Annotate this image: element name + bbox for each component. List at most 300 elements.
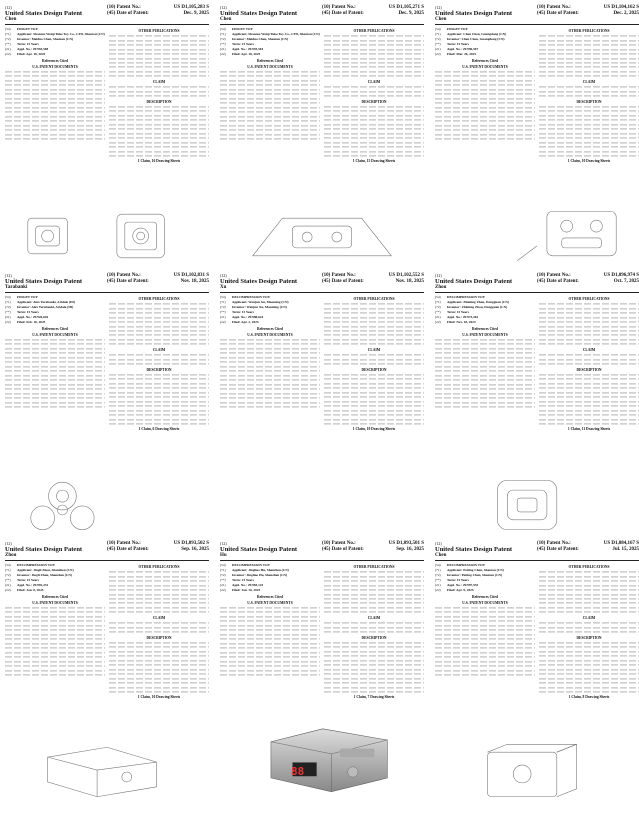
field-label: Term: 15 Years <box>232 578 254 583</box>
field-code: (54) <box>220 27 226 31</box>
claims-summary: 1 Claim, 7 Drawing Sheets <box>353 694 395 699</box>
biblio-field <box>220 305 320 309</box>
biblio-field <box>5 52 105 56</box>
field-code: (54) <box>5 295 11 299</box>
field-label: Filed: Jan. 10, 2025 <box>232 588 261 593</box>
field-label: Appl. No.: 29/993,508 <box>17 47 49 52</box>
biblio-field <box>5 310 105 314</box>
right-column <box>109 295 209 431</box>
field-code: (22) <box>435 320 441 325</box>
field-label: Applicant: Shantou Weiqi Tuke Toy Co., LTD, Shantou (CN) <box>232 32 320 37</box>
field-label: Term: 15 Years <box>447 578 469 583</box>
biblio-field <box>435 583 535 587</box>
biblio-field <box>220 563 320 567</box>
document-type-code: (12) <box>5 273 12 278</box>
document-title: United States Design Patent <box>5 546 83 553</box>
patent-date-row <box>322 11 424 17</box>
field-code: (72) <box>220 305 226 310</box>
claims-summary: 1 Claim, 10 Drawing Sheets <box>352 426 396 431</box>
biblio-field <box>5 295 105 299</box>
toy-drawing <box>8 205 206 267</box>
biblio-field <box>220 295 320 299</box>
drawing-area <box>8 741 206 803</box>
field-code: (21) <box>5 47 11 52</box>
biblio-field <box>435 295 535 299</box>
field-code: (21) <box>5 583 11 588</box>
field-label: Filed: Apr. 18, 2025 <box>232 52 261 57</box>
field-label: Inventor: Zhiming Zhou, Dongguan (CN) <box>447 305 508 310</box>
patent-date-label: (45) Date of Patent: <box>107 11 149 16</box>
text-lines <box>109 105 209 158</box>
biblio-field <box>5 573 105 577</box>
biblio-field <box>435 32 535 36</box>
drawing-area <box>223 205 421 267</box>
patent-number-label: (10) Patent No.: <box>322 5 356 10</box>
text-lines <box>539 85 639 98</box>
document-type-code: (12) <box>220 273 227 278</box>
biblio-field <box>220 583 320 587</box>
us-docs-heading: U.S. PATENT DOCUMENTS <box>462 64 508 69</box>
field-label: Applicant: Chen Chen, Guangdong (CN) <box>447 32 507 37</box>
us-docs-heading: U.S. PATENT DOCUMENTS <box>462 332 508 337</box>
field-code: (**) <box>435 42 441 47</box>
field-label: Term: 15 Years <box>17 42 39 47</box>
biblio-field <box>435 310 535 314</box>
field-label: Inventor: Jingliao Hu, Shenzhen (CN) <box>232 573 288 578</box>
description-heading: DESCRIPTION <box>146 367 172 372</box>
text-lines <box>324 85 424 98</box>
inventor-name: Tarabanki <box>5 285 28 290</box>
patent-card <box>218 3 426 271</box>
field-code: (21) <box>435 583 441 588</box>
biblio-field <box>435 568 535 572</box>
field-label: Inventor: Meiduo Chen, Shantou (CN) <box>232 37 289 42</box>
field-label: DECOMPRESSION TOY <box>447 563 486 567</box>
document-title: United States Design Patent <box>435 278 513 285</box>
biblio-field <box>220 300 320 304</box>
us-docs-heading: U.S. PATENT DOCUMENTS <box>462 600 508 605</box>
text-lines <box>220 606 320 677</box>
field-label: Applicant: Alex Tarabanki, Aridale (ID) <box>17 300 75 305</box>
patent-number-label: (10) Patent No.: <box>537 5 571 10</box>
right-column <box>539 563 639 699</box>
field-code: (54) <box>435 295 441 299</box>
field-code: (54) <box>220 295 226 299</box>
document-title: United States Design Patent <box>5 10 83 17</box>
us-docs-heading: U.S. PATENT DOCUMENTS <box>247 64 293 69</box>
other-publications-heading: OTHER PUBLICATIONS <box>353 29 395 33</box>
biblio-field <box>5 300 105 304</box>
biblio-field <box>435 320 535 324</box>
other-publications-heading: OTHER PUBLICATIONS <box>353 297 395 301</box>
claim-heading: CLAIM <box>152 616 166 621</box>
description-heading: DESCRIPTION <box>361 635 387 640</box>
text-lines <box>109 373 209 426</box>
us-docs-heading: U.S. PATENT DOCUMENTS <box>32 600 78 605</box>
claim-heading: CLAIM <box>582 616 596 621</box>
field-code: (22) <box>435 588 441 593</box>
claim-heading: CLAIM <box>152 348 166 353</box>
field-code: (71) <box>435 568 441 573</box>
document-type-code: (12) <box>435 5 442 10</box>
biblio-field <box>435 37 535 41</box>
field-code: (22) <box>220 588 226 593</box>
field-code: (21) <box>220 583 226 588</box>
claims-summary: 1 Claim, 16 Drawing Sheets <box>137 158 181 163</box>
patent-header <box>220 541 424 561</box>
patent-date: Jul. 15, 2025 <box>612 547 639 552</box>
right-column <box>324 295 424 431</box>
claims-summary: 1 Claim, 6 Drawing Sheets <box>138 426 180 431</box>
text-lines <box>324 641 424 694</box>
field-code: (21) <box>220 315 226 320</box>
patent-date-label: (45) Date of Patent: <box>537 547 579 552</box>
biblio-field <box>435 27 535 31</box>
field-label: Filed: Feb. 16, 2025 <box>17 320 46 325</box>
patent-card <box>3 271 211 539</box>
field-label: FIDGET TOY <box>447 27 469 31</box>
field-label: Appl. No.: 29/996,507 <box>447 47 479 52</box>
field-label: FIDGET TOY <box>232 27 254 31</box>
patent-header <box>435 273 639 293</box>
other-publications-heading: OTHER PUBLICATIONS <box>138 29 180 33</box>
document-type-code: (12) <box>435 273 442 278</box>
text-lines <box>109 353 209 366</box>
patent-card <box>218 539 426 807</box>
field-label: Filed: Nov. 18, 2024 <box>447 320 476 325</box>
field-label: DECOMPRESSION TOY <box>17 563 56 567</box>
field-label: Inventor: Meiduo Chen, Shantou (CN) <box>17 37 74 42</box>
patent-date: Dec. 9, 2025 <box>398 11 424 16</box>
left-column <box>220 563 320 699</box>
claims-summary: 1 Claim, 15 Drawing Sheets <box>352 158 396 163</box>
field-label: Applicant: Shantou Weiqi Tuke Toy Co., LTD, Shantou (CN) <box>17 32 105 37</box>
text-lines <box>5 338 105 409</box>
biblio-field <box>220 47 320 51</box>
document-type-code: (12) <box>5 5 12 10</box>
field-code: (**) <box>435 310 441 315</box>
field-label: Inventor: Jingli Zhou, Shenzhen (CN) <box>17 573 72 578</box>
biblio-field <box>435 315 535 319</box>
text-lines <box>324 373 424 426</box>
patent-number: US D1,102,831 S <box>173 273 209 278</box>
inventor-name: Zhou <box>5 553 17 558</box>
field-label: Appl. No.: 29/983,125 <box>232 583 264 588</box>
biblio-field <box>5 568 105 572</box>
field-code: (71) <box>5 32 11 37</box>
patent-date-row <box>537 279 639 285</box>
description-heading: DESCRIPTION <box>576 635 602 640</box>
biblio-field <box>5 583 105 587</box>
biblio-field <box>5 578 105 582</box>
patent-number: US D1,096,974 S <box>603 273 639 278</box>
field-label: Term: 15 Years <box>232 310 254 315</box>
left-column <box>435 563 535 699</box>
field-label: Applicant: Jingli Zhou, Shenzhen (CN) <box>17 568 74 573</box>
patent-number: US D1,105,283 S <box>173 5 209 10</box>
patent-date: Dec. 2, 2025 <box>613 11 639 16</box>
inventor-name: Zhou <box>435 285 447 290</box>
toy-drawing <box>438 473 636 535</box>
claim-heading: CLAIM <box>582 348 596 353</box>
text-lines <box>109 570 209 614</box>
patent-date-row <box>107 279 209 285</box>
patent-date-label: (45) Date of Patent: <box>537 279 579 284</box>
field-code: (22) <box>220 52 226 57</box>
product-photo <box>258 719 396 799</box>
text-lines <box>539 373 639 426</box>
biblio-field <box>5 320 105 324</box>
references-heading: References Cited <box>257 58 283 63</box>
field-code: (**) <box>220 578 226 583</box>
right-column <box>109 27 209 163</box>
text-lines <box>5 70 105 141</box>
other-publications-heading: OTHER PUBLICATIONS <box>138 297 180 301</box>
biblio-field <box>220 568 320 572</box>
patent-date-row <box>107 11 209 17</box>
right-column <box>109 563 209 699</box>
field-code: (**) <box>5 578 11 583</box>
patent-number-label: (10) Patent No.: <box>322 273 356 278</box>
field-label: Term: 15 Years <box>447 42 469 47</box>
biblio-field <box>220 310 320 314</box>
toy-drawing <box>223 473 421 535</box>
text-lines <box>109 34 209 78</box>
field-label: Inventor: Chen Chen, Guangdong (CN) <box>447 37 505 42</box>
biblio-field <box>220 52 320 56</box>
claim-heading: CLAIM <box>367 80 381 85</box>
references-heading: References Cited <box>42 326 68 331</box>
field-code: (21) <box>435 315 441 320</box>
biblio-field <box>435 47 535 51</box>
biblio-field <box>5 27 105 31</box>
biblio-field <box>435 305 535 309</box>
claim-heading: CLAIM <box>367 616 381 621</box>
field-code: (21) <box>220 47 226 52</box>
biblio-field <box>435 300 535 304</box>
drawing-area <box>8 473 206 535</box>
other-publications-heading: OTHER PUBLICATIONS <box>568 29 610 33</box>
text-lines <box>109 641 209 694</box>
field-code: (22) <box>5 588 11 593</box>
text-lines <box>5 606 105 677</box>
patent-card <box>433 271 639 539</box>
drawing-area <box>438 473 636 535</box>
biblio-field <box>435 578 535 582</box>
left-column <box>435 295 535 431</box>
text-lines <box>539 641 639 694</box>
text-lines <box>324 621 424 634</box>
field-code: (**) <box>220 42 226 47</box>
other-publications-heading: OTHER PUBLICATIONS <box>568 565 610 569</box>
text-lines <box>539 105 639 158</box>
field-code: (72) <box>435 305 441 310</box>
field-code: (71) <box>220 32 226 37</box>
biblio-field <box>5 37 105 41</box>
text-lines <box>435 606 535 677</box>
biblio-field <box>435 42 535 46</box>
patent-date: Nov. 18, 2025 <box>395 279 424 284</box>
document-title: United States Design Patent <box>5 278 83 285</box>
field-label: Filed: Apr. 2, 2025 <box>232 320 259 325</box>
biblio-field <box>220 315 320 319</box>
field-code: (**) <box>435 578 441 583</box>
patent-card <box>433 539 639 807</box>
biblio-field <box>5 32 105 36</box>
patent-card <box>218 271 426 539</box>
field-code: (**) <box>220 310 226 315</box>
toy-drawing <box>438 741 636 803</box>
biblio-field <box>5 563 105 567</box>
patent-date-label: (45) Date of Patent: <box>322 279 364 284</box>
right-column <box>539 295 639 431</box>
document-type-code: (12) <box>435 541 442 546</box>
field-code: (71) <box>220 568 226 573</box>
field-label: FIDGET TOY <box>17 295 39 299</box>
field-code: (22) <box>5 320 11 325</box>
patent-number: US D1,093,501 S <box>388 541 424 546</box>
field-code: (72) <box>5 37 11 42</box>
description-heading: DESCRIPTION <box>146 635 172 640</box>
drawing-area <box>438 205 636 267</box>
drawing-area <box>223 473 421 535</box>
field-label: Appl. No.: 29/973,262 <box>447 315 479 320</box>
patent-date-row <box>107 547 209 553</box>
left-column <box>435 27 535 163</box>
field-code: (22) <box>5 52 11 57</box>
patent-card <box>433 3 639 271</box>
field-code: (71) <box>435 300 441 305</box>
field-code: (72) <box>220 573 226 578</box>
other-publications-heading: OTHER PUBLICATIONS <box>568 297 610 301</box>
patent-date-row <box>537 547 639 553</box>
toy-drawing <box>438 205 636 267</box>
references-heading: References Cited <box>257 326 283 331</box>
patent-number-label: (10) Patent No.: <box>107 541 141 546</box>
patent-date: Sep. 16, 2025 <box>181 547 209 552</box>
field-label: Appl. No.: 29/988,624 <box>232 315 264 320</box>
field-code: (71) <box>220 300 226 305</box>
field-label: FIDGET TOY <box>17 27 39 31</box>
left-column <box>220 295 320 431</box>
field-code: (22) <box>435 52 441 57</box>
patent-number-label: (10) Patent No.: <box>322 541 356 546</box>
left-column <box>220 27 320 163</box>
claim-heading: CLAIM <box>152 80 166 85</box>
references-heading: References Cited <box>42 58 68 63</box>
text-lines <box>539 302 639 346</box>
field-code: (54) <box>5 563 11 567</box>
references-heading: References Cited <box>472 326 498 331</box>
claims-summary: 1 Claim, 8 Drawing Sheets <box>568 694 610 699</box>
claims-summary: 1 Claim, 11 Drawing Sheets <box>567 426 611 431</box>
text-lines <box>324 353 424 366</box>
field-code: (72) <box>435 37 441 42</box>
biblio-field <box>435 573 535 577</box>
text-lines <box>539 621 639 634</box>
field-label: Inventor: Peiting Chen, Shantou (CN) <box>447 573 503 578</box>
text-lines <box>539 34 639 78</box>
left-column <box>5 295 105 431</box>
patent-number: US D1,102,552 S <box>388 273 424 278</box>
patent-number: US D1,084,167 S <box>603 541 639 546</box>
patent-number-label: (10) Patent No.: <box>537 273 571 278</box>
text-lines <box>324 570 424 614</box>
biblio-field <box>220 32 320 36</box>
field-code: (54) <box>435 563 441 567</box>
references-heading: References Cited <box>472 594 498 599</box>
patent-card <box>3 3 211 271</box>
field-code: (22) <box>220 320 226 325</box>
document-type-code: (12) <box>220 541 227 546</box>
biblio-field <box>220 320 320 324</box>
field-code: (21) <box>5 315 11 320</box>
right-column <box>539 27 639 163</box>
patent-header <box>220 5 424 25</box>
patent-date-label: (45) Date of Patent: <box>322 11 364 16</box>
right-column <box>324 27 424 163</box>
field-label: Term: 15 Years <box>447 310 469 315</box>
field-label: Applicant: Peiting Chen, Shantou (CN) <box>447 568 504 573</box>
field-label: Inventor: Wenjun Xu, Maoming (CN) <box>232 305 287 310</box>
field-label: Term: 15 Years <box>17 578 39 583</box>
patent-date-label: (45) Date of Patent: <box>107 279 149 284</box>
text-lines <box>324 302 424 346</box>
field-code: (72) <box>5 573 11 578</box>
biblio-field <box>435 588 535 592</box>
text-lines <box>109 85 209 98</box>
patent-number-label: (10) Patent No.: <box>107 5 141 10</box>
biblio-field <box>220 578 320 582</box>
biblio-field <box>5 47 105 51</box>
inventor-name: Chen <box>435 17 447 22</box>
digital-display: 88 <box>291 765 305 778</box>
references-heading: References Cited <box>257 594 283 599</box>
document-title: United States Design Patent <box>220 10 298 17</box>
toy-drawing <box>8 741 206 803</box>
biblio-field <box>220 588 320 592</box>
field-code: (72) <box>220 37 226 42</box>
text-lines <box>539 570 639 614</box>
description-heading: DESCRIPTION <box>361 367 387 372</box>
references-heading: References Cited <box>472 58 498 63</box>
patent-date-label: (45) Date of Patent: <box>537 11 579 16</box>
biblio-field <box>5 588 105 592</box>
patent-date-label: (45) Date of Patent: <box>107 547 149 552</box>
inventor-name: Chen <box>5 17 17 22</box>
field-label: Applicant: Zhiming Zhou, Dongguan (CN) <box>447 300 509 305</box>
patent-header <box>5 541 209 561</box>
field-code: (54) <box>435 27 441 31</box>
field-code: (71) <box>5 568 11 573</box>
other-publications-heading: OTHER PUBLICATIONS <box>353 565 395 569</box>
claims-summary: 1 Claim, 10 Drawing Sheets <box>137 694 181 699</box>
description-heading: DESCRIPTION <box>576 367 602 372</box>
text-lines <box>435 338 535 409</box>
us-docs-heading: U.S. PATENT DOCUMENTS <box>32 64 78 69</box>
document-title: United States Design Patent <box>220 278 298 285</box>
patent-number: US D1,105,271 S <box>388 5 424 10</box>
claim-heading: CLAIM <box>367 348 381 353</box>
field-label: Filed: Apr. 9, 2025 <box>447 588 474 593</box>
field-label: Filed: Mar. 26, 2025 <box>447 52 476 57</box>
field-label: Appl. No.: 29/926,626 <box>17 315 49 320</box>
field-label: Appl. No.: 29/993,504 <box>232 47 264 52</box>
patent-date: Oct. 7, 2025 <box>613 279 639 284</box>
text-lines <box>435 70 535 141</box>
us-docs-heading: U.S. PATENT DOCUMENTS <box>247 332 293 337</box>
field-label: Filed: Jan. 8, 2025 <box>17 588 44 593</box>
